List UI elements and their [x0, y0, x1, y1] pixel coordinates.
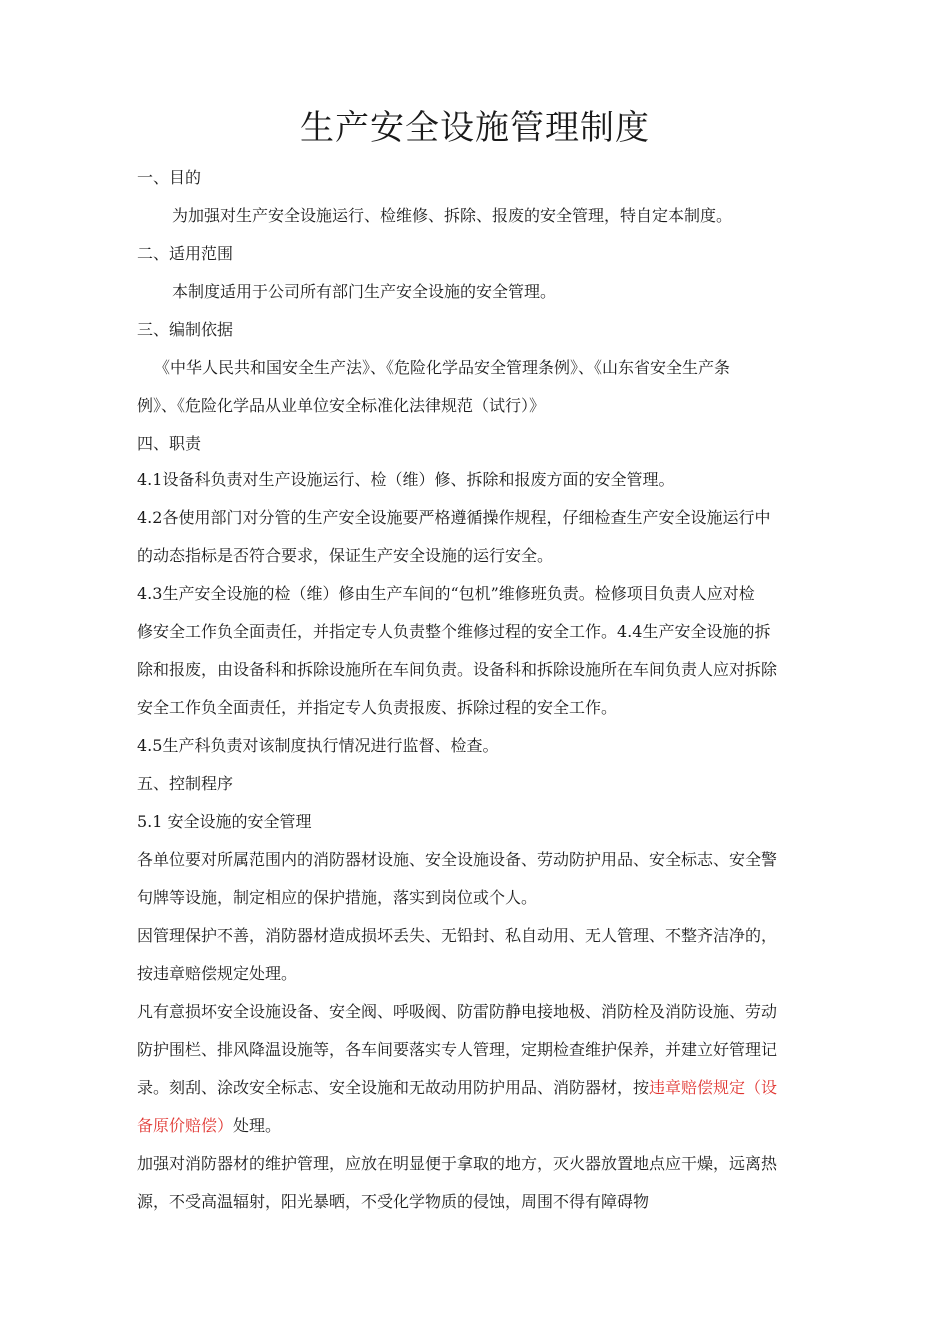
duty-4-3-line-2: 修安全工作负全面责任，并指定专人负责整个维修过程的安全工作。4.4生产安全设施的拆: [137, 622, 771, 641]
subsection-heading-5-1: 5.1 安全设施的安全管理: [137, 812, 312, 831]
highlight-original-price: 备原价赔偿）: [137, 1116, 234, 1135]
procedure-d-line-1: 加强对消防器材的维护管理，应放在明显便于拿取的地方，灭火器放置地点应干燥，远离热: [137, 1154, 778, 1173]
procedure-c-line-1: 凡有意损坏安全设施设备、安全阀、呼吸阀、防雷防静电接地极、消防栓及消防设施、劳动: [137, 1002, 778, 1021]
purpose-paragraph: 为加强对生产安全设施运行、检维修、拆除、报废的安全管理，特自定本制度。: [172, 206, 733, 225]
duty-4-2-line-2: 的动态指标是否符合要求，保证生产安全设施的运行安全。: [137, 546, 554, 565]
procedure-d-line-2: 源，不受高温辐射，阳光暴晒，不受化学物质的侵蚀，周围不得有障碍物: [137, 1192, 650, 1211]
section-heading-procedure: 五、控制程序: [137, 774, 234, 793]
duty-4-3-line-1: 4.3生产安全设施的检（维）修由生产车间的“包机”维修班负责。检修项目负责人应对检: [137, 584, 755, 603]
section-heading-purpose: 一、目的: [137, 168, 202, 187]
document-title: 生产安全设施管理制度: [300, 108, 650, 148]
procedure-b-line-2: 按违章赔偿规定处理。: [137, 964, 298, 983]
basis-line-2: 例》、《危险化学品从业单位安全标准化法律规范（试行）》: [137, 396, 546, 415]
section-heading-duties: 四、职责: [137, 434, 202, 453]
procedure-c-line-2: 防护围栏、排风降温设施等，各车间要落实专人管理，定期检查维护保养，并建立好管理记: [137, 1040, 778, 1059]
section-heading-scope: 二、适用范围: [137, 244, 234, 263]
procedure-c-line-4: [137, 1114, 827, 1138]
procedure-c-line-3-text: 录。刻刮、涂改安全标志、安全设施和无故动用防护用品、消防器材，按: [137, 1078, 650, 1097]
duty-4-3-line-4: 安全工作负全面责任，并指定专人负责报废、拆除过程的安全工作。: [137, 698, 618, 717]
procedure-c-line-4-text: 处理。: [233, 1116, 282, 1135]
procedure-b-line-1: 因管理保护不善，消防器材造成损坏丢失、无铅封、私自动用、无人管理、不整齐洁净的，: [137, 926, 778, 945]
duty-4-3-line-3: 除和报废，由设备科和拆除设施所在车间负责。设备科和拆除设施所在车间负责人应对拆除: [137, 660, 778, 679]
section-heading-basis: 三、编制依据: [137, 320, 234, 339]
highlight-penalty-rule: 违章赔偿规定（设: [649, 1078, 778, 1097]
duty-4-5: 4.5生产科负责对该制度执行情况进行监督、检查。: [137, 736, 499, 755]
duty-4-1: 4.1设备科负责对生产设施运行、检（维）修、拆除和报废方面的安全管理。: [137, 470, 675, 489]
scope-paragraph: 本制度适用于公司所有部门生产安全设施的安全管理。: [172, 282, 557, 301]
procedure-a-line-2: 句牌等设施，制定相应的保护措施，落实到岗位或个人。: [137, 888, 538, 907]
procedure-c-line-3: [137, 1076, 827, 1100]
duty-4-2-line-1: 4.2各使用部门对分管的生产安全设施要严格遵循操作规程，仔细检查生产安全设施运行中: [137, 508, 771, 527]
procedure-a-line-1: 各单位要对所属范围内的消防器材设施、安全设施设备、劳动防护用品、安全标志、安全警: [137, 850, 778, 869]
basis-line-1: 《中华人民共和国安全生产法》、《危险化学品安全管理条例》、《山东省安全生产条: [154, 358, 731, 377]
